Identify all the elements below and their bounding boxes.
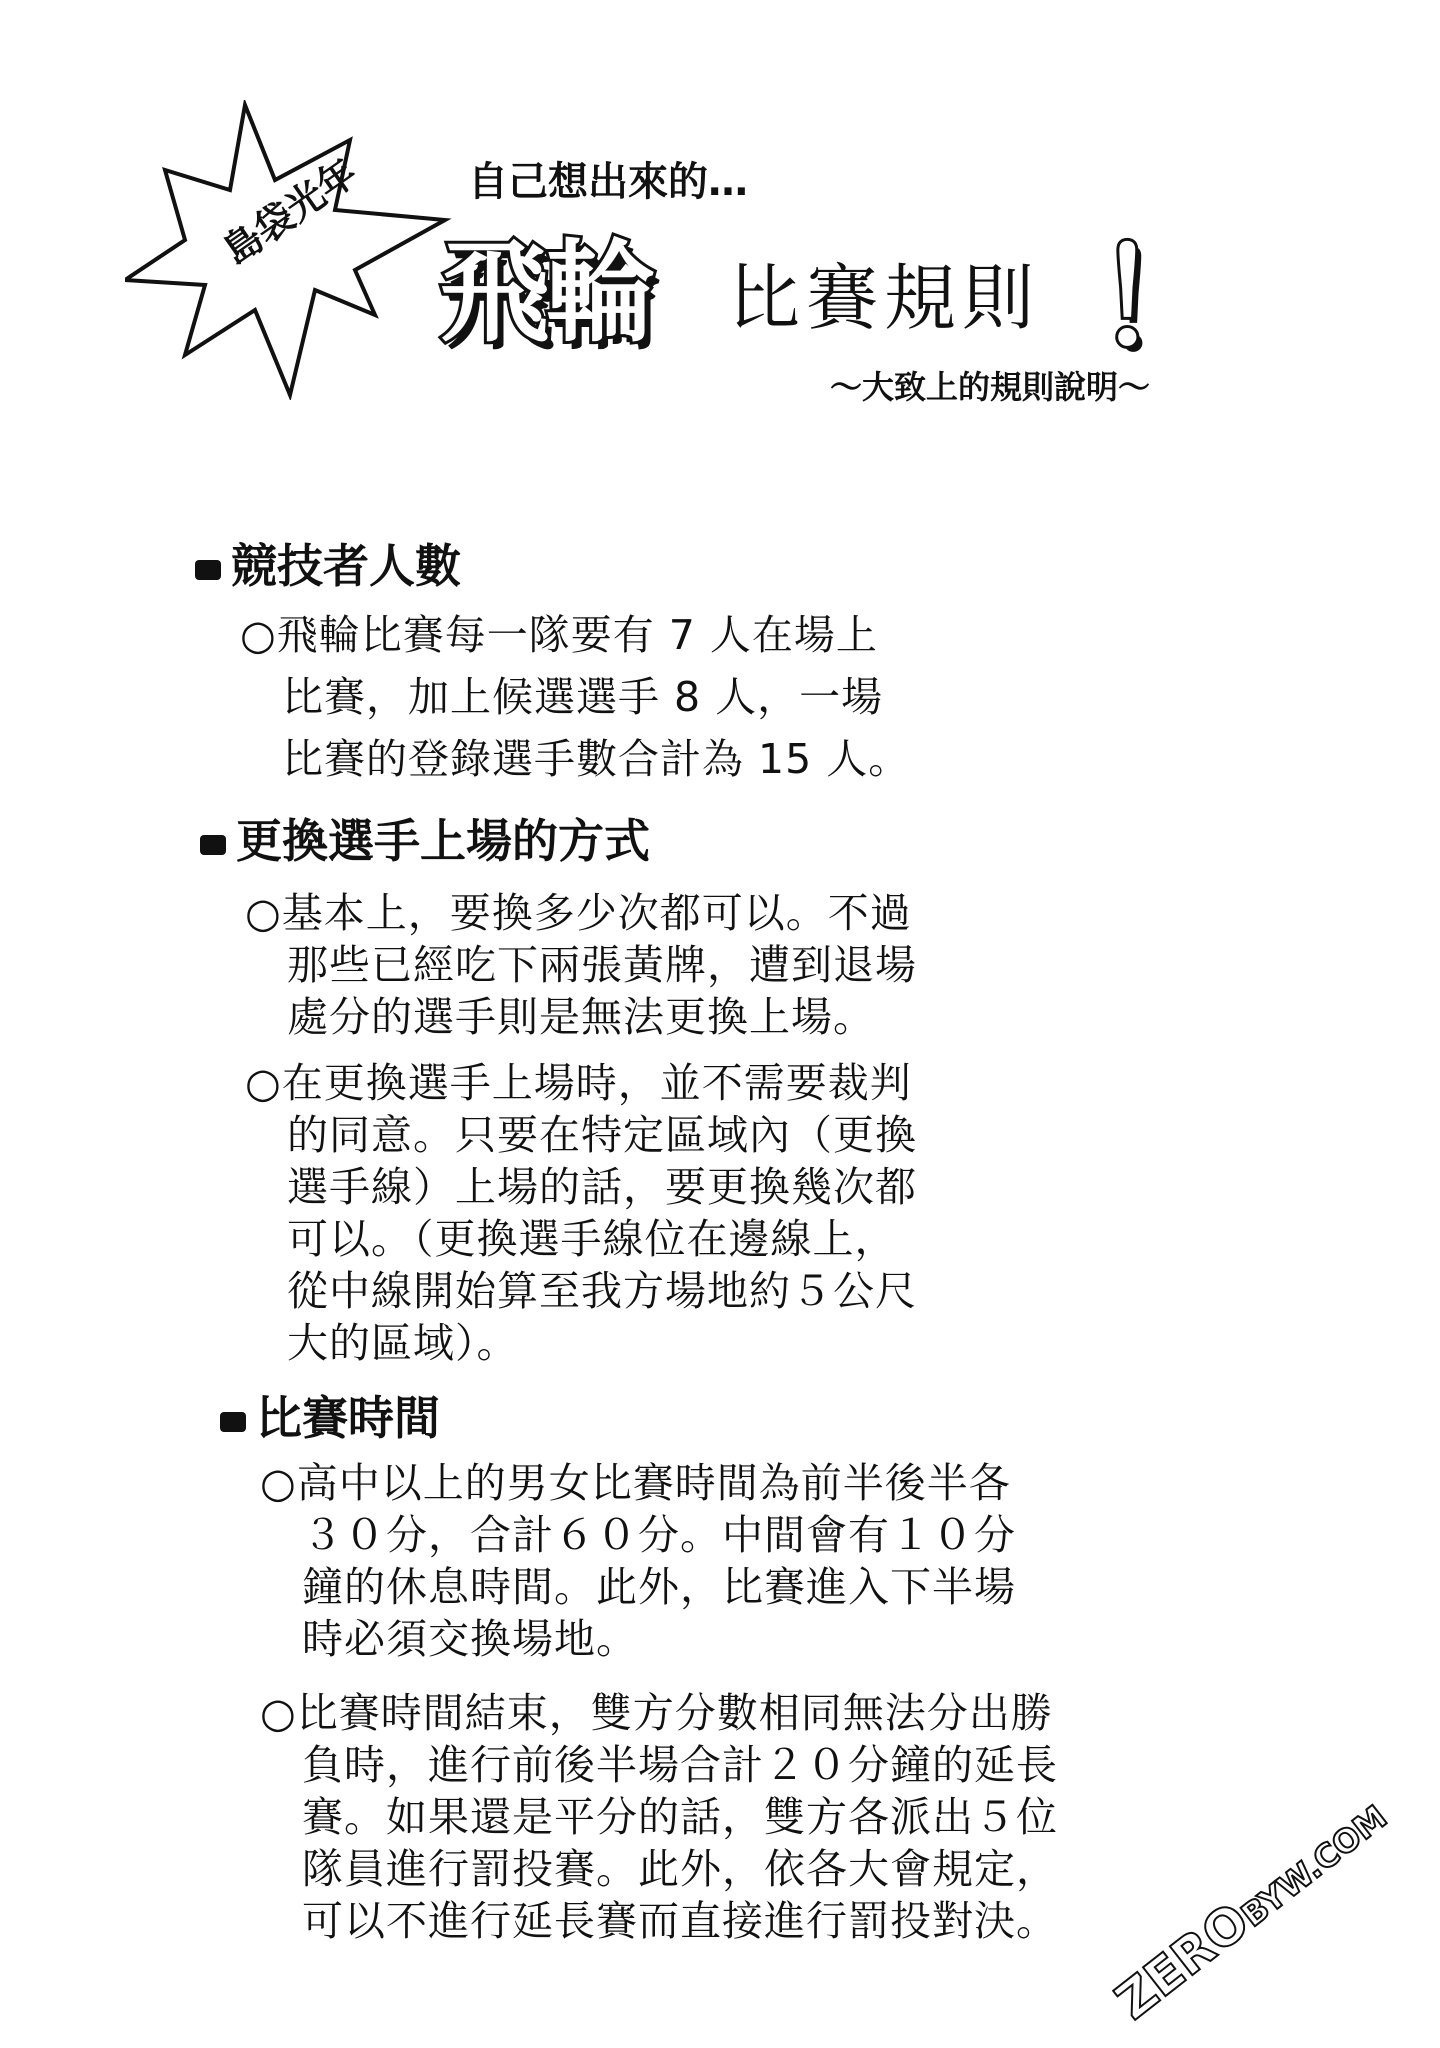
title-rest: 比賽規則 [728, 256, 1041, 340]
paragraph-line: ○飛輪比賽每一隊要有 7 人在場上 [240, 611, 878, 659]
section-heading-text: 比賽時間 [256, 1391, 440, 1445]
section-heading [220, 1382, 440, 1448]
paragraph-line: 比賽，加上候選選手 8 人，一場 [240, 673, 884, 721]
paragraph-line: 選手線）上場的話，要更換幾次都 [245, 1163, 917, 1211]
starburst-shape [125, 100, 455, 400]
section-heading [195, 530, 461, 596]
paragraph-line: 賽。如果還是平分的話，雙方各派出５位 [260, 1793, 1058, 1841]
paragraph-line: 時必須交換場地。 [260, 1615, 638, 1663]
section-heading [200, 805, 650, 871]
paragraph-line: ○基本上，要換多少次都可以。不過 [245, 889, 912, 937]
bullet-square-icon [220, 1412, 246, 1432]
paragraph-line: 隊員進行罰投賽。此外，依各大會規定， [260, 1845, 1058, 1893]
paragraph-line: 那些已經吃下兩張黃牌，遭到退場 [245, 941, 917, 989]
paragraph-line: 鐘的休息時間。此外，比賽進入下半場 [260, 1563, 1016, 1611]
paragraph-line: 可以。（更換選手線位在邊線上， [245, 1215, 897, 1263]
paragraph-line: ○在更換選手上場時，並不需要裁判 [245, 1059, 912, 1107]
paragraph-line: ○高中以上的男女比賽時間為前半後半各 [260, 1459, 1011, 1507]
title-exclamation: ！ [1095, 223, 1226, 375]
paragraph-line: 大的區域）。 [245, 1319, 519, 1367]
paragraph-line: 可以不進行延長賽而直接進行罰投對決。 [260, 1897, 1058, 1945]
section-heading-text: 競技者人數 [231, 539, 461, 593]
title-main: 飛輪 [440, 229, 652, 357]
paragraph-line: 從中線開始算至我方場地約５公尺 [245, 1267, 917, 1315]
bullet-square-icon [195, 560, 221, 580]
bullet-square-icon [200, 835, 226, 855]
paragraph-line: ３０分，合計６０分。中間會有１０分 [260, 1511, 1016, 1559]
subtitle: ～大致上的規則說明～ [830, 368, 1151, 406]
watermark: ZEROBYW.COM [1105, 1797, 1395, 2031]
paragraph-line: 處分的選手則是無法更換上場。 [245, 993, 875, 1041]
author-name: 島袋光年 [215, 150, 365, 274]
section-heading-text: 更換選手上場的方式 [236, 814, 650, 868]
pretitle: 自己想出來的… [468, 159, 748, 205]
paragraph-line: 負時，進行前後半場合計２０分鐘的延長 [260, 1741, 1058, 1789]
paragraph-line: ○比賽時間結束，雙方分數相同無法分出勝 [260, 1689, 1053, 1737]
paragraph-line: 的同意。只要在特定區域內（更換 [245, 1111, 917, 1159]
paragraph-line: 比賽的登錄選手數合計為 15 人。 [240, 735, 911, 783]
